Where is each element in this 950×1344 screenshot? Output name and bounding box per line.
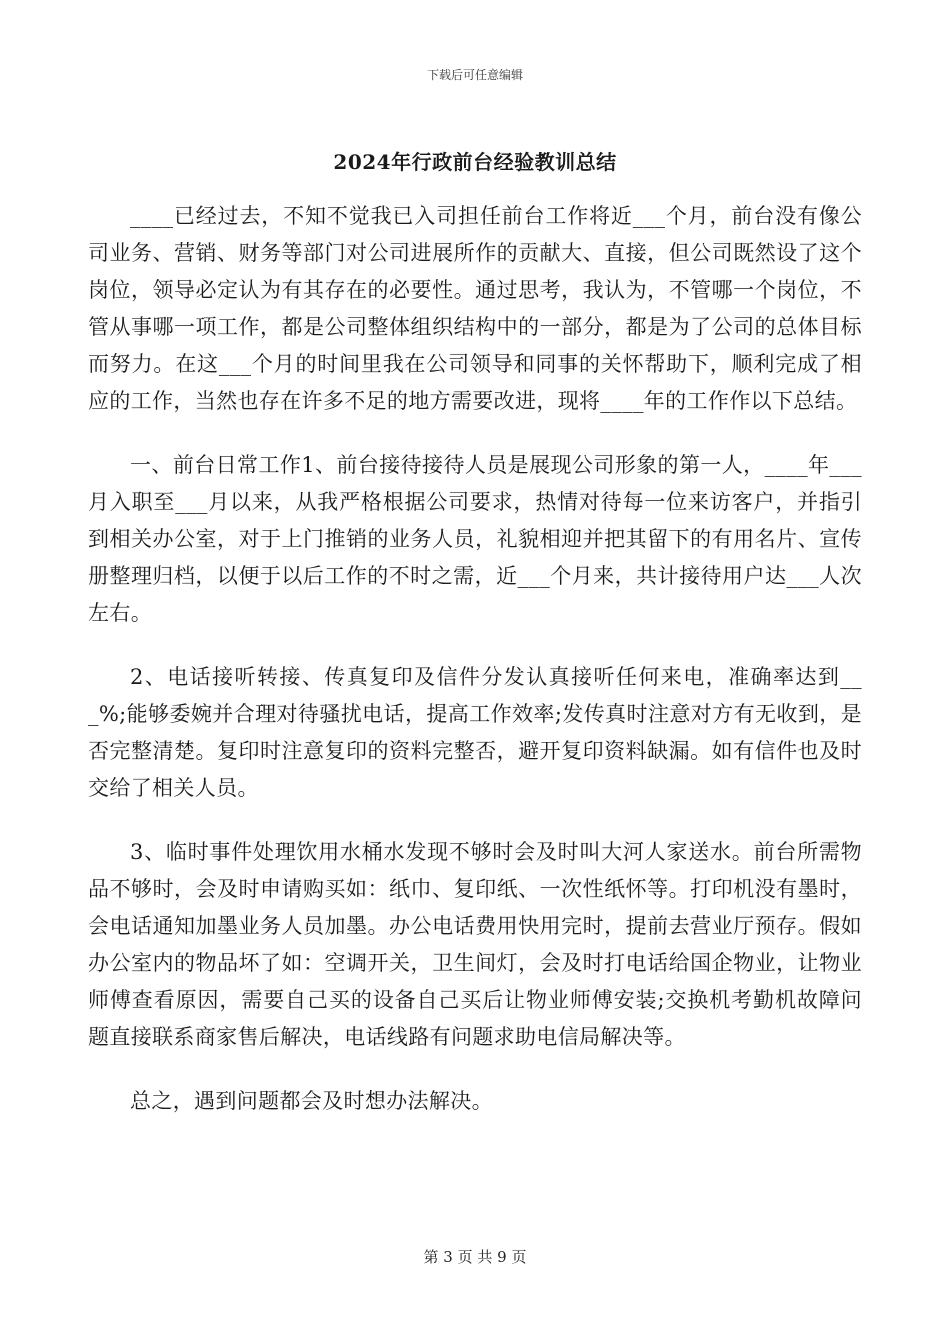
document-title: 2024年行政前台经验教训总结	[333, 150, 617, 174]
paragraph-phone-fax: 2、电话接听转接、传真复印及信件分发认真接听任何来电，准确率达到___%;能够委婉并合理对待骚扰电话，提高工作效率;发传真时注意对方有无收到，是否完整清楚。复印时注意复印的资料完整否，避开复印资料缺漏。如有信件也及时交给了相关人员。	[88, 665, 862, 800]
paragraph-reception: 一、前台日常工作1、前台接待接待人员是展现公司形象的第一人，____年___月入职至___月以来，从我严格根据公司要求，热情对待每一位来访客户，并指引到相关办公室，对于上门推销的业务人员，礼貌相迎并把其留下的有用名片、宣传册整理归档，以便于以后工作的不时之需，近___个月来，共计接待用户达___人次左右。	[88, 453, 862, 625]
paragraph-incidents: 3、临时事件处理饮用水桶水发现不够时会及时叫大河人家送水。前台所需物品不够时，会及时申请购买如：纸巾、复印纸、一次性纸怀等。打印机没有墨时，会电话通知加墨业务人员加墨。办公电话费用快用完时，提前去营业厅预存。假如办公室内的物品坏了如：空调开关，卫生间灯，会及时打电话给国企物业，让物业师傅查看原因，需要自己买的设备自己买后让物业师傅安装;交换机考勤机故障问题直接联系商家售后解决，电话线路有问题求助电信局解决等。	[88, 840, 862, 1049]
header-note: 下载后可任意编辑	[426, 68, 523, 82]
paragraph-conclusion: 总之，遇到问题都会及时想办法解决。	[130, 1089, 493, 1113]
document-body	[88, 198, 862, 1147]
page-number: 第 3 页 共 9 页	[423, 1248, 527, 1266]
paragraph-intro: ____已经过去，不知不觉我已入司担任前台工作将近___个月，前台没有像公司业务、营销、财务等部门对公司进展所作的贡献大、直接，但公司既然设了这个岗位，领导必定认为有其存在的必要性。通过思考，我认为，不管哪一个岗位，不管从事哪一项工作，都是公司整体组织结构中的一部分，都是为了公司的总体目标而努力。在这___个月的时间里我在公司领导和同事的关怀帮助下，顺利完成了相应的工作，当然也存在许多不足的地方需要改进，现将____年的工作作以下总结。	[88, 204, 862, 413]
